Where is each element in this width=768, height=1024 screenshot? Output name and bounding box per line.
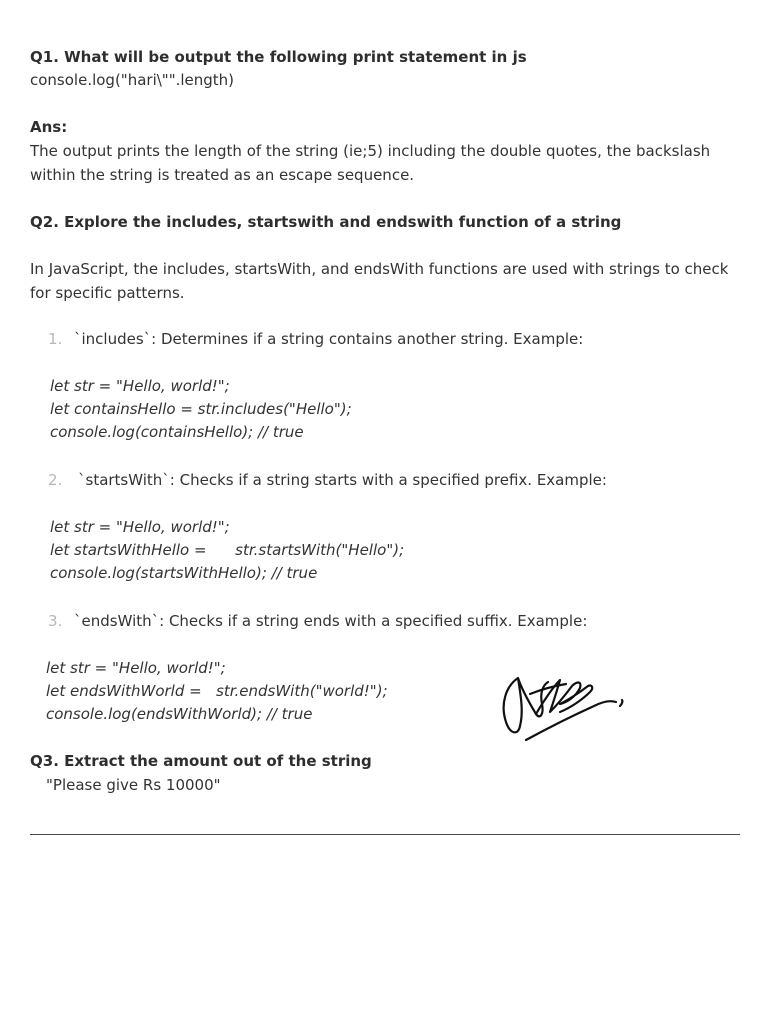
list-number: 2.: [48, 471, 63, 489]
code-line: let endsWithWorld = str.endsWith("world!");: [46, 682, 388, 700]
list-item-includes: [48, 328, 583, 351]
q3-question: Q3. Extract the amount out of the string: [30, 752, 372, 770]
q1-answer-text: The output prints the length of the string (ie;5) including the double quotes, the backslash within the string is treated as an escape sequence.: [30, 142, 711, 184]
code-line: let str = "Hello, world!";: [46, 659, 226, 677]
list-number: 3.: [48, 612, 63, 630]
list-item-text: `startsWith`: Checks if a string starts with a specified prefix. Example:: [78, 471, 607, 489]
signature-image: [496, 664, 628, 744]
list-item-text: `endsWith`: Checks if a string ends with a specified suffix. Example:: [74, 612, 588, 630]
q2-question: Q2. Explore the includes, startswith and endswith function of a string: [30, 213, 622, 231]
code-line: console.log(endsWithWorld); // true: [46, 705, 313, 723]
list-item-startswith: [48, 469, 607, 492]
q1-answer-label: Ans:: [30, 118, 68, 136]
code-line: let str = "Hello, world!";: [50, 377, 230, 395]
q3-string: "Please give Rs 10000": [46, 776, 221, 794]
q1-question: Q1. What will be output the following print statement in js: [30, 48, 527, 66]
list-item-endswith: [48, 610, 587, 633]
q1-code: console.log("hari\"".length): [30, 71, 235, 89]
code-line: let startsWithHello = str.startsWith("Hello");: [50, 541, 405, 559]
list-number: 1.: [48, 330, 63, 348]
q2-intro: In JavaScript, the includes, startsWith, and endsWith functions are used with strings to check for specific patterns.: [30, 260, 729, 302]
horizontal-divider: [30, 834, 740, 835]
code-line: console.log(containsHello); // true: [50, 423, 304, 441]
list-item-text: `includes`: Determines if a string contains another string. Example:: [74, 330, 584, 348]
code-line: let containsHello = str.includes("Hello");: [50, 400, 352, 418]
code-line: let str = "Hello, world!";: [50, 518, 230, 536]
code-line: console.log(startsWithHello); // true: [50, 564, 318, 582]
